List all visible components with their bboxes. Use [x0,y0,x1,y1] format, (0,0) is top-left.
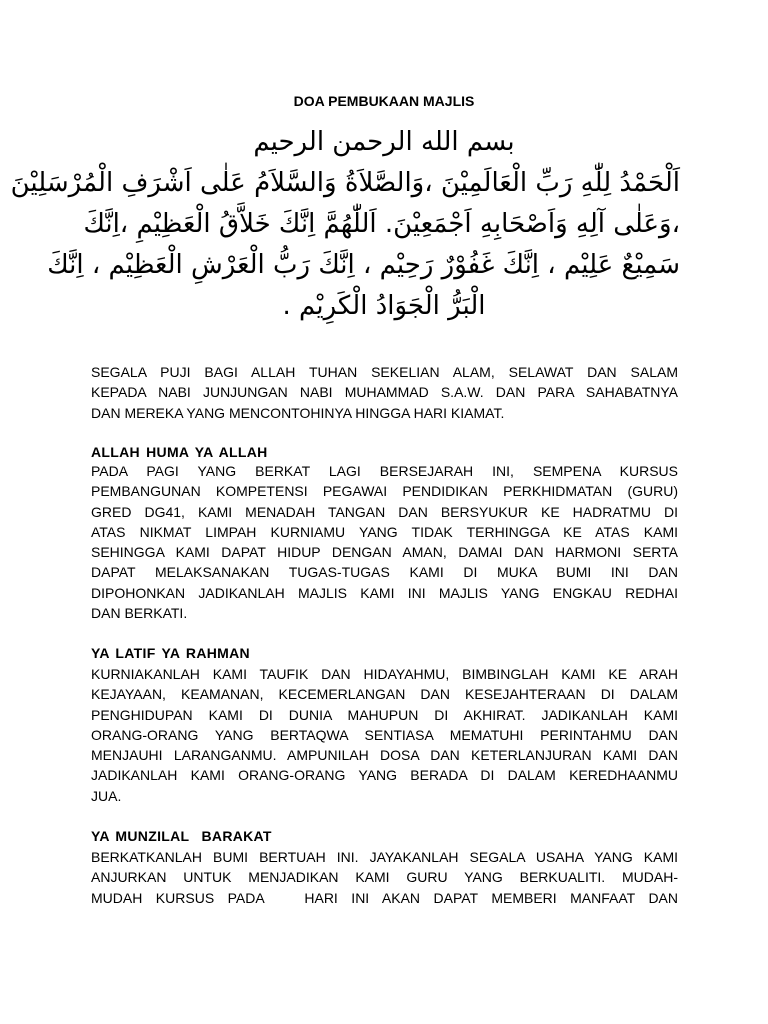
arabic-line: بسم الله الرحمن الرحيم [253,127,515,157]
text-line: DIPOHONKAN JADIKANLAH MAJLIS KAMI INI MAJLIS YANG ENGKAU REDHAI [91,584,678,601]
text-line: GRED DG41, KAMI MENADAH TANGAN DAN BERSYUKUR KE HADRATMU DI [91,503,678,520]
text-line: PEMBANGUNAN KOMPETENSI PEGAWAI PENDIDIKAN PERKHIDMATAN (GURU) [91,483,678,500]
section-paragraph [91,664,678,806]
text-line: MUDAH KURSUS PADA HARI INI AKAN DAPAT MEMBERI MANFAAT DAN [91,889,678,906]
intro-paragraph [91,362,678,423]
arabic-line: اَلْحَمْدُ لِلّٰهِ رَبِّ الْعَالَمِيْنَ ،وَالصَّلاَةُ وَالسَّلاَمُ عَلٰى اَشْرَفِ الْمُرْسَلِيْنَ [10,168,680,198]
arabic-prayer [10,122,680,327]
text-line: JUA. [91,787,122,804]
text-line: KURNIAKANLAH KAMI TAUFIK DAN HIDAYAHMU, BIMBINGLAH KAMI KE ARAH [91,666,678,682]
arabic-line: سَمِيْعٌ عَلِيْم ، اِنَّكَ غَفُوْرٌ رَحِيْم ، اِنَّكَ رَبُّ الْعَرْشِ الْعَظِيْم ، اِنَّكَ [47,250,680,280]
text-line: SEHINGGA KAMI DAPAT HIDUP DENGAN AMAN, DAMAI DAN HARMONI SERTA [91,544,678,561]
text-line: PADA PAGI YANG BERKAT LAGI BERSEJARAH INI, SEMPENA KURSUS [91,463,678,479]
text-line: KEPADA NABI JUNJUNGAN NABI MUHAMMAD S.A.W. DAN PARA SAHABATNYA [91,384,678,401]
text-line: KEJAYAAN, KEAMANAN, KECEMERLANGAN DAN KESEJAHTERAAN DI DALAM [91,686,678,703]
document-title: DOA PEMBUKAAN MAJLIS [293,93,475,109]
section-paragraph [91,847,678,908]
text-line: BERKATKANLAH BUMI BERTUAH INI. JAYAKANLAH SEGALA USAHA YANG KAMI [91,849,678,865]
text-line: DAPAT MELAKSANAKAN TUGAS-TUGAS KAMI DI MUKA BUMI INI DAN [91,564,678,581]
text-line: DAN MEREKA YANG MENCONTOHINYA HINGGA HARI KIAMAT. [91,404,505,421]
text-line: ORANG-ORANG YANG BERTAQWA SENTIASA MEMATUHI PERINTAHMU DAN [91,726,678,743]
arabic-line: الْبَرُّ الْجَوَادُ الْكَرِيْم . [282,291,486,321]
text-line: ATAS NIKMAT LIMPAH KURNIAMU YANG TIDAK TERHINGGA KE ATAS KAMI [91,523,678,540]
text-line: PENGHIDUPAN KAMI DI DUNIA MAHUPUN DI AKHIRAT. JADIKANLAH KAMI [91,706,678,723]
section-paragraph [91,461,678,623]
text-line: SEGALA PUJI BAGI ALLAH TUHAN SEKELIAN ALAM, SELAWAT DAN SALAM [91,364,678,380]
text-line: ANJURKAN UNTUK MENJADIKAN KAMI GURU YANG BERKUALITI. MUDAH- [91,869,678,886]
text-line: DAN BERKATI. [91,605,188,622]
section-heading: YA LATIF YA RAHMAN [91,645,250,661]
text-line: MENJAUHI LARANGANMU. AMPUNILAH DOSA DAN KETERLANJURAN KAMI DAN [91,747,678,764]
section-heading: ALLAH HUMA YA ALLAH [91,444,268,460]
section-heading: YA MUNZILAL BARAKAT [91,828,272,844]
text-line: JADIKANLAH KAMI ORANG-ORANG YANG BERADA DI DALAM KEREDHAANMU [91,767,678,784]
arabic-line: ،وَعَلٰى آلِهِ وَاَصْحَابِهِ اَجْمَعِيْنَ. اَللّٰهُمَّ اِنَّكَ خَلاَّقُ الْعَظِيْمِ ،اِنَّكَ [83,209,680,239]
